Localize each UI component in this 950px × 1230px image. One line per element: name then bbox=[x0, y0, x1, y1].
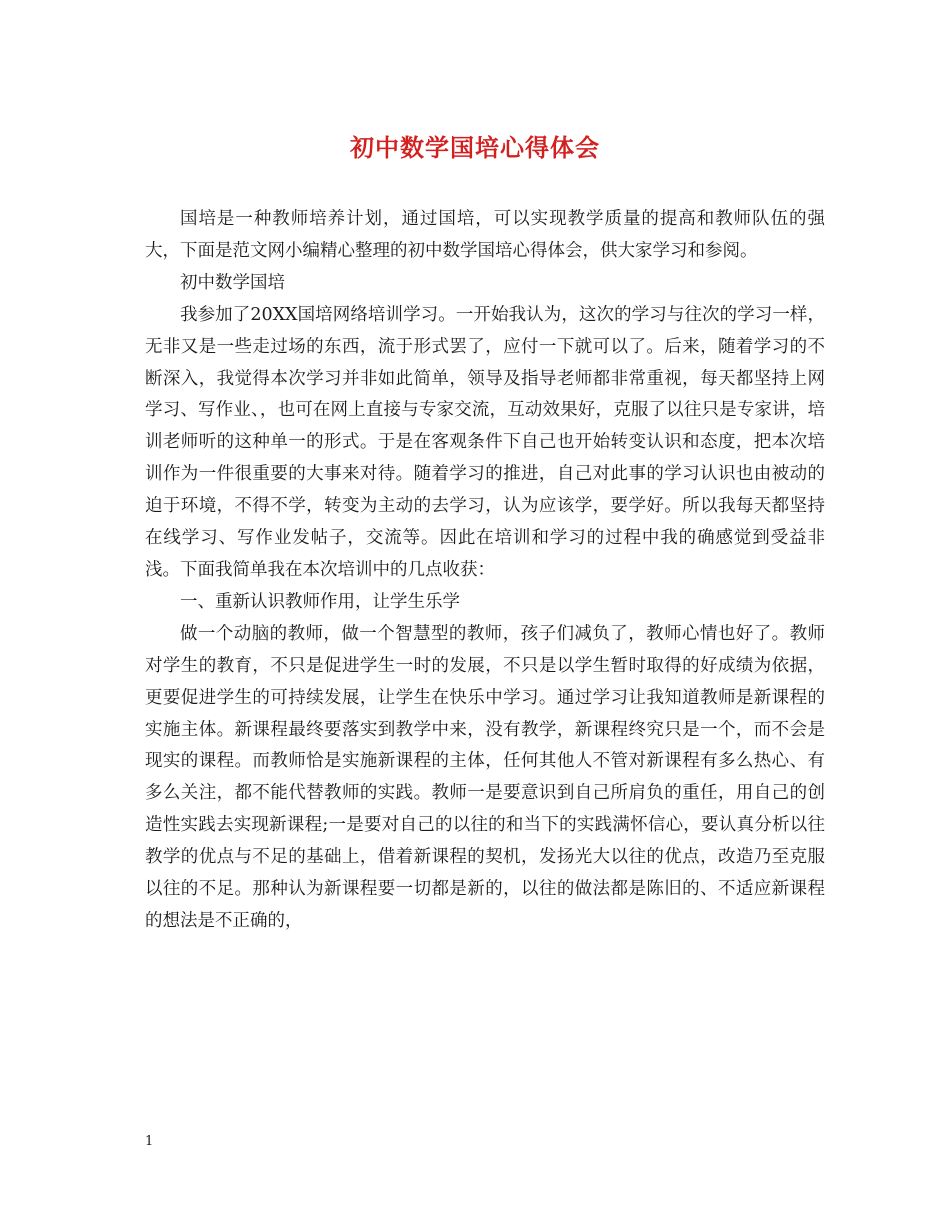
paragraph-heading-point-one: 一、重新认识教师作用，让学生乐学 bbox=[180, 591, 460, 612]
paragraph-teacher-role: 做一个动脑的教师，做一个智慧型的教师，孩子们减负了，教师心情也好了。教师对学生的教育，不只是促进学生一时的发展，不只是以学生暂时取得的好成绩为依据，更要促进学生的可持续发展，让学生在快乐中学习。通过学习让我知道教师是新课程的实施主体。新课程最终要落实到教学中来，没有教学，新课程终究只是一个，而不会是现实的课程。而教师恰是实施新课程的主体，任何其他人不管对新课程有多么热心、有多么关注，都不能代替教师的实践。教师一是要意识到自己所肩负的重任，用自己的创造性实践去实现新课程;一是要对自己的以往的和当下的实践满怀信心，要认真分析以往教学的优点与不足的基础上，借着新课程的契机，发扬光大以往的优点，改造乃至克服以往的不足。那种认为新课程要一切都是新的，以往的做法都是陈旧的、不适应新课程的想法是不正确的， bbox=[145, 623, 825, 931]
paragraph-intro: 国培是一种教师培养计划，通过国培，可以实现教学质量的提高和教师队伍的强大，下面是范文网小编精心整理的初中数学国培心得体会，供大家学习和参阅。 bbox=[145, 209, 825, 261]
document-body bbox=[145, 204, 825, 938]
document-title: 初中数学国培心得体会 bbox=[350, 133, 600, 162]
paragraph-experience: 我参加了20XX国培网络培训学习。一开始我认为，这次的学习与往次的学习一样，无非又是一些走过场的东西，流于形式罢了，应付一下就可以了。后来，随着学习的不断深入，我觉得本次学习并非如此简单，领导及指导老师都非常重视，每天都坚持上网学习、写作业、，也可在网上直接与专家交流，互动效果好，克服了以往只是专家讲，培训老师听的这种单一的形式。于是在客观条件下自己也开始转变认识和态度，把本次培训作为一件很重要的大事来对待。随着学习的推进，自己对此事的学习认识也由被动的迫于环境，不得不学，转变为主动的去学习，认为应该学，要学好。所以我每天都坚持在线学习、写作业发帖子，交流等。因此在培训和学习的过程中我的确感觉到受益非浅。下面我简单我在本次培训中的几点收获： bbox=[145, 304, 825, 580]
paragraph-heading-section: 初中数学国培 bbox=[180, 272, 285, 293]
page-number: 1 bbox=[145, 1134, 154, 1149]
